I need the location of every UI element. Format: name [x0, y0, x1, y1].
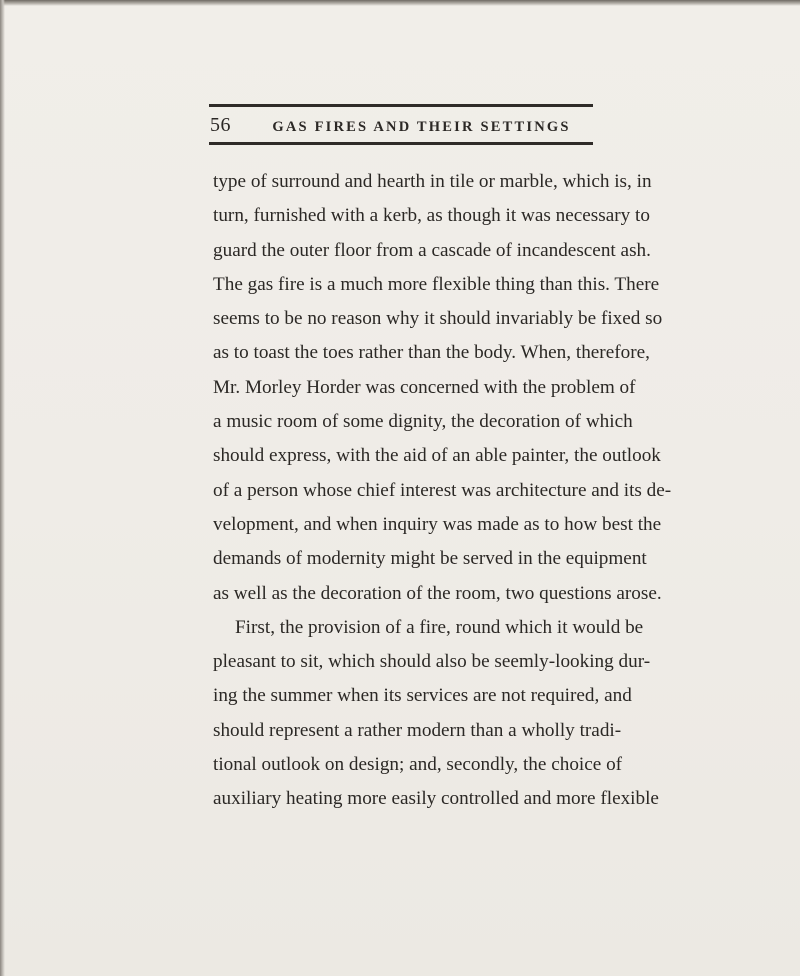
text-line: type of surround and hearth in tile or marble, which is, in	[213, 171, 652, 192]
text-line: should represent a rather modern than a wholly tradi-	[213, 719, 622, 741]
body-text	[213, 165, 672, 817]
page-left-edge	[0, 0, 5, 976]
text-line: Mr. Morley Horder was concerned with the problem of	[213, 376, 636, 398]
text-line: auxiliary heating more easily controlled and more flexible	[213, 788, 659, 810]
text-line: guard the outer floor from a cascade of incandescent ash.	[213, 239, 651, 261]
text-line: as well as the decoration of the room, two questions arose.	[213, 582, 662, 604]
running-head-title: GAS FIRES AND THEIR SETTINGS	[272, 119, 571, 135]
text-line: turn, furnished with a kerb, as though it was necessary to	[213, 205, 650, 227]
text-line: pleasant to sit, which should also be seemly-looking dur-	[213, 651, 651, 673]
text-line: demands of modernity might be served in the equipment	[213, 548, 647, 570]
page-top-edge	[0, 0, 800, 6]
page-number: 56	[210, 114, 231, 136]
header-bottom-rule	[209, 142, 593, 145]
text-line: as to toast the toes rather than the body. When, therefore,	[213, 342, 650, 364]
text-line: First, the provision of a fire, round which it would be	[235, 616, 644, 638]
text-line: of a person whose chief interest was architecture and its de-	[213, 479, 672, 501]
text-line: ing the summer when its services are not required, and	[213, 685, 632, 707]
text-line: a music room of some dignity, the decoration of which	[213, 411, 633, 433]
text-line: velopment, and when inquiry was made as to how best the	[213, 513, 662, 535]
text-line: should express, with the aid of an able painter, the outlook	[213, 445, 661, 467]
text-line: seems to be no reason why it should invariably be fixed so	[213, 308, 663, 330]
text-line: tional outlook on design; and, secondly, the choice of	[213, 754, 623, 776]
header-top-rule	[209, 104, 593, 107]
text-line: The gas fire is a much more flexible thing than this. There	[213, 273, 660, 295]
